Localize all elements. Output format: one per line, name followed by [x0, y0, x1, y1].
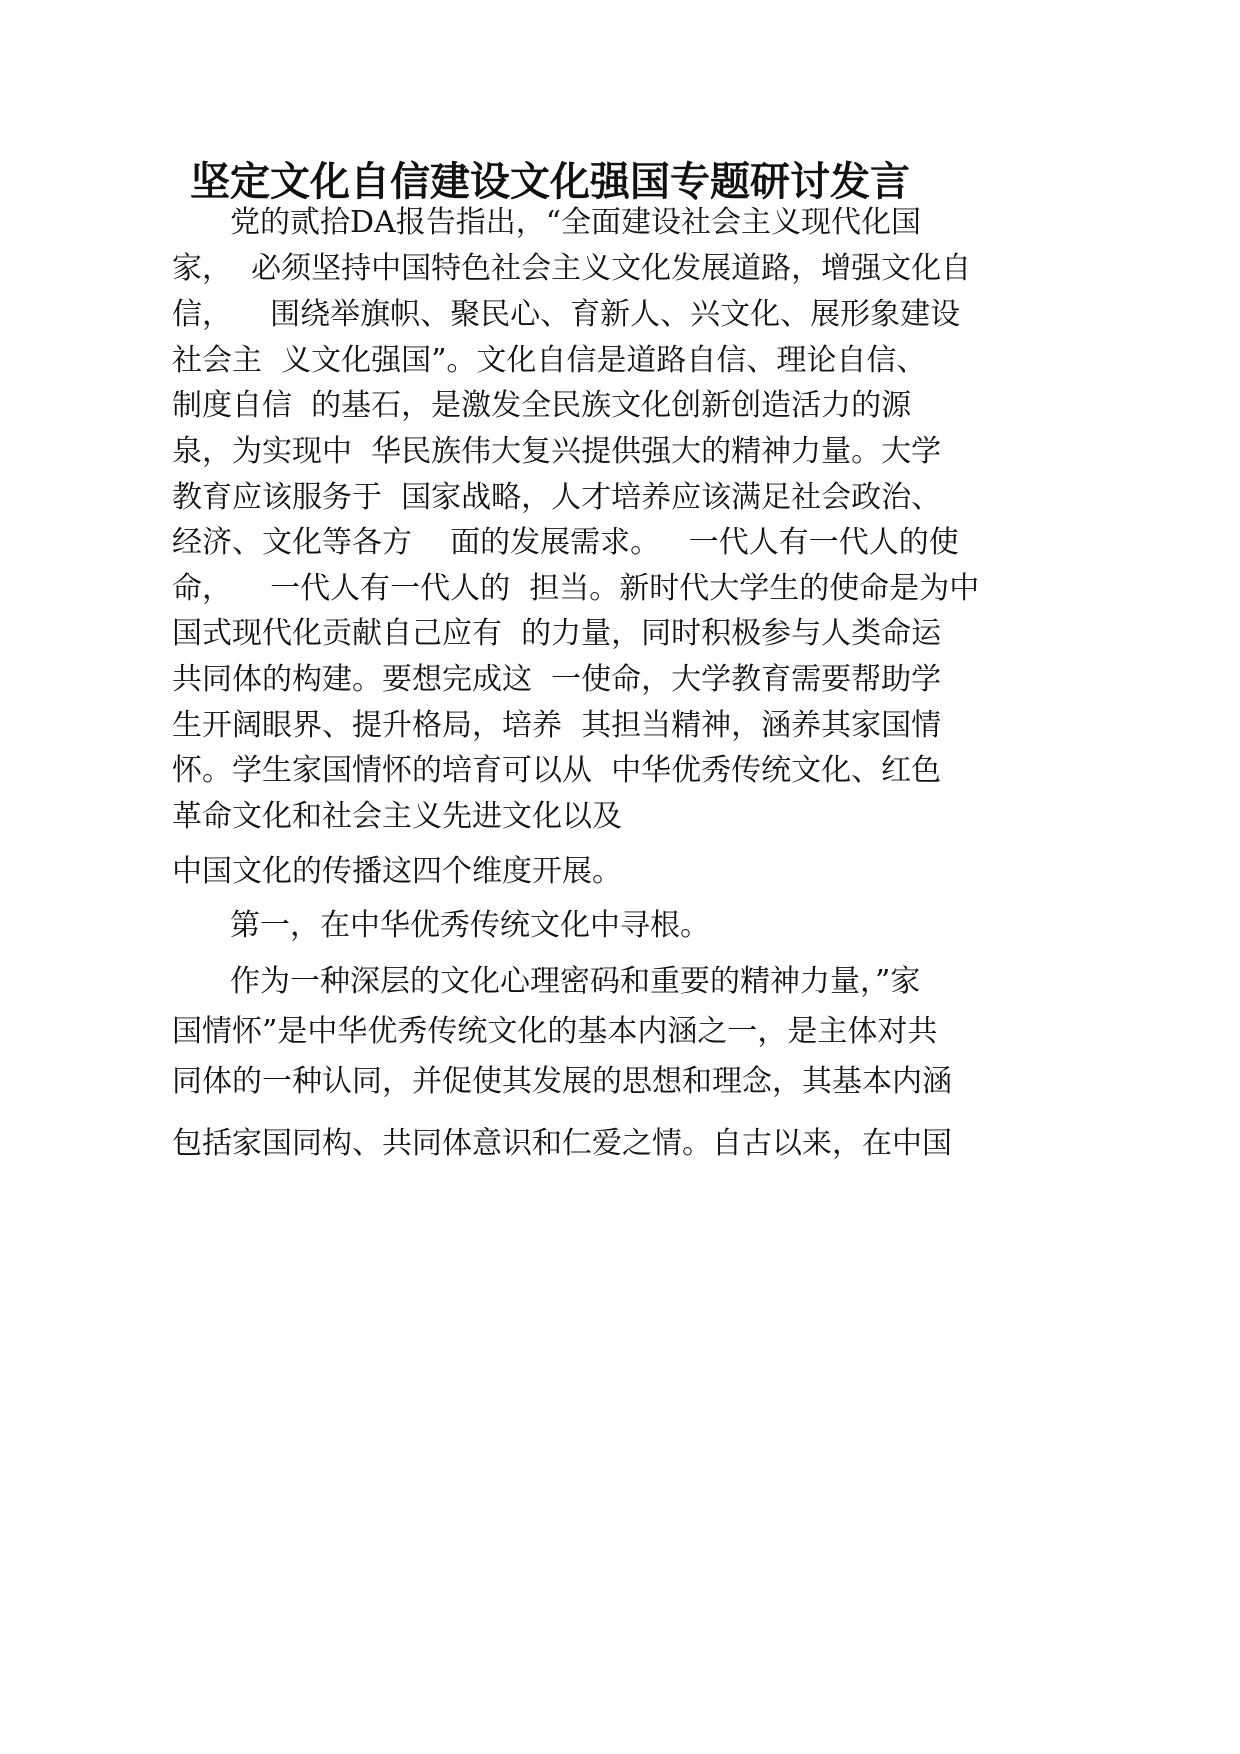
paragraph-line: 党的贰拾DA报告指出，“全面建设社会主义现代化国 — [230, 205, 922, 240]
page-title: 坚定文化自信建设文化强国专题研讨发言 — [190, 159, 910, 205]
paragraph-line: 国情怀”是中华优秀传统文化的基本内涵之一，是主体对共 — [172, 1014, 938, 1049]
paragraph-line: 命， 一代人有一代人的 担当。新时代大学生的使命是为中 — [172, 571, 980, 606]
paragraph-line: 泉，为实现中 华民族伟大复兴提供强大的精神力量。大学 — [172, 434, 942, 469]
paragraph-line: 怀。学生家国情怀的培育可以从 中华优秀传统文化、红色 — [172, 753, 942, 788]
paragraph-line: 同体的一种认同，并促使其发展的思想和理念，其基本内涵 — [172, 1064, 952, 1099]
paragraph-line: 制度自信 的基石，是激发全民族文化创新创造活力的源 — [172, 388, 912, 423]
paragraph-line: 家， 必须坚持中国特色社会主义文化发展道路，增强文化自 — [172, 251, 972, 286]
paragraph-line: 社会主 义文化强国”。文化自信是道路自信、理论自信、 — [172, 343, 927, 378]
paragraph-line: 生开阔眼界、提升格局，培养 其担当精神，涵养其家国情 — [172, 708, 942, 743]
paragraph-line: 革命文化和社会主义先进文化以及 — [172, 799, 622, 834]
paragraph-line: 经济、文化等各方 面的发展需求。 一代人有一代人的使 — [172, 525, 959, 560]
paragraph-line: 国式现代化贡献自己应有 的力量，同时积极参与人类命运 — [172, 616, 942, 651]
section-heading: 第一，在中华优秀传统文化中寻根。 — [230, 908, 710, 943]
paragraph-line: 共同体的构建。要想完成这 一使命，大学教育需要帮助学 — [172, 662, 942, 697]
paragraph-line: 作为一种深层的文化心理密码和重要的精神力量，”家 — [230, 964, 921, 999]
paragraph-line: 包括家国同构、共同体意识和仁爱之情。自古以来，在中国 — [172, 1126, 952, 1161]
paragraph-line: 教育应该服务于 国家战略，人才培养应该满足社会政治、 — [172, 480, 942, 515]
paragraph-line: 信， 围绕举旗帜、聚民心、育新人、兴文化、展形象建设 — [172, 297, 961, 332]
paragraph-line: 中国文化的传播这四个维度开展。 — [172, 854, 622, 889]
